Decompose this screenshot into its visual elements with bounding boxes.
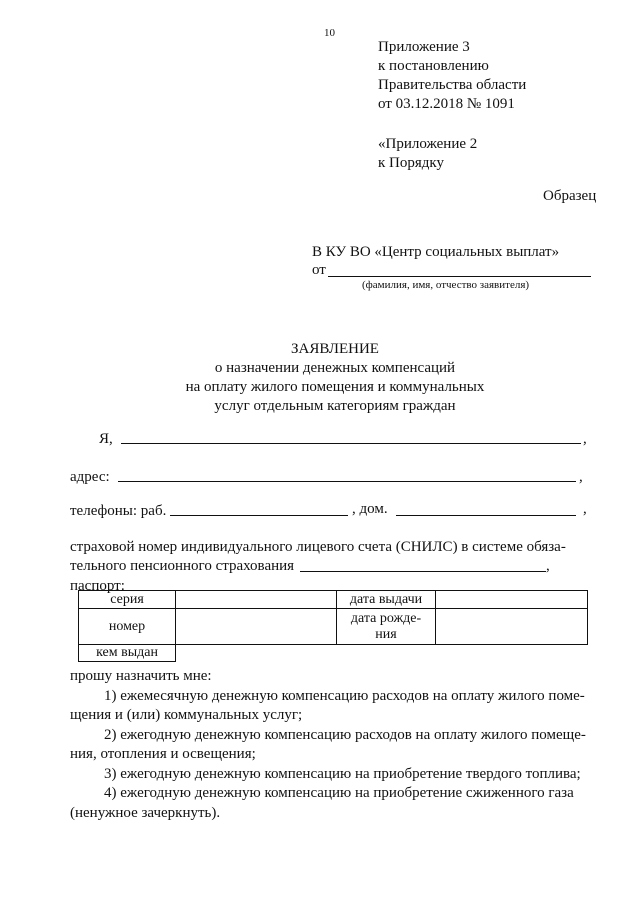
passport-table bbox=[78, 590, 588, 662]
applicant-name-line[interactable] bbox=[328, 276, 591, 277]
request-block bbox=[70, 667, 598, 823]
request-item-4a: 4) ежегодную денежную компенсацию на приобретение сжиженного газа bbox=[104, 785, 574, 801]
passport-issue-date-cell[interactable] bbox=[436, 591, 588, 609]
appendix-line: к постановлению bbox=[378, 58, 489, 74]
snils-label-2: тельного пенсионного страхования bbox=[70, 558, 295, 574]
request-item-1b: щения и (или) коммунальных услуг; bbox=[70, 707, 303, 723]
appendix-line: Приложение 3 bbox=[378, 39, 470, 55]
address-line[interactable] bbox=[118, 481, 576, 482]
full-name-line[interactable] bbox=[121, 443, 581, 444]
sample-label: Образец bbox=[543, 188, 597, 204]
snils-label-1: страховой номер индивидуального лицевого счета (СНИЛС) в системе обяза- bbox=[70, 539, 566, 555]
passport-series-cell[interactable] bbox=[176, 591, 337, 609]
passport-number-label: номер bbox=[79, 609, 176, 645]
request-item-2a: 2) ежегодную денежную компенсацию расходов на оплату жилого помеще- bbox=[104, 726, 586, 743]
appendix-line: к Порядку bbox=[378, 155, 444, 171]
home-phone-line[interactable] bbox=[396, 515, 576, 516]
comma: , bbox=[583, 501, 587, 517]
addressee-from-label: от bbox=[312, 262, 326, 278]
name-label: Я, bbox=[99, 431, 113, 447]
appendix-header bbox=[378, 38, 526, 114]
snils-line[interactable] bbox=[300, 571, 546, 572]
title-line: на оплату жилого помещения и коммунальных bbox=[185, 379, 485, 395]
passport-label: паспорт: bbox=[70, 578, 125, 594]
work-phone-label: телефоны: раб. bbox=[70, 503, 167, 519]
request-item-1a: 1) ежемесячную денежную компенсацию расходов на оплату жилого поме- bbox=[104, 687, 585, 704]
passport-number-cell[interactable] bbox=[176, 609, 337, 645]
addressee-to: В КУ ВО «Центр социальных выплат» bbox=[312, 244, 560, 260]
birth-date-cell[interactable] bbox=[436, 609, 588, 645]
applicant-name-hint: (фамилия, имя, отчество заявителя) bbox=[362, 279, 530, 291]
request-item-3: 3) ежегодную денежную компенсацию на приобретение твердого топлива; bbox=[104, 765, 581, 782]
passport-series-label: серия bbox=[79, 591, 176, 609]
birth-date-label-line: дата рожде- bbox=[350, 610, 422, 626]
passport-issue-date-label: дата выдачи bbox=[337, 591, 436, 609]
request-item-4b: (ненужное зачеркнуть). bbox=[70, 804, 221, 821]
birth-date-label bbox=[337, 609, 436, 645]
comma: , bbox=[583, 431, 587, 447]
appendix-line: «Приложение 2 bbox=[378, 136, 478, 152]
birth-date-label-line: ния bbox=[375, 626, 397, 642]
work-phone-line[interactable] bbox=[170, 515, 348, 516]
issued-by-label: кем выдан bbox=[79, 645, 176, 662]
issued-by-cell[interactable] bbox=[176, 645, 588, 662]
appendix-line: Правительства области bbox=[378, 77, 527, 93]
comma: , bbox=[546, 558, 550, 574]
address-label: адрес: bbox=[70, 469, 110, 485]
appendix-header-2 bbox=[378, 135, 477, 173]
title-line: о назначении денежных компенсаций bbox=[214, 360, 456, 376]
home-phone-label: , дом. bbox=[352, 501, 388, 517]
title-heading: ЗАЯВЛЕНИЕ bbox=[291, 341, 379, 357]
document-title bbox=[100, 340, 570, 416]
appendix-line: от 03.12.2018 № 1091 bbox=[378, 96, 515, 112]
request-item-2b: ния, отопления и освещения; bbox=[70, 746, 256, 762]
comma: , bbox=[579, 469, 583, 485]
page-number: 10 bbox=[324, 27, 335, 39]
title-line: услуг отдельным категориям граждан bbox=[214, 398, 456, 414]
request-intro: прошу назначить мне: bbox=[70, 668, 212, 684]
